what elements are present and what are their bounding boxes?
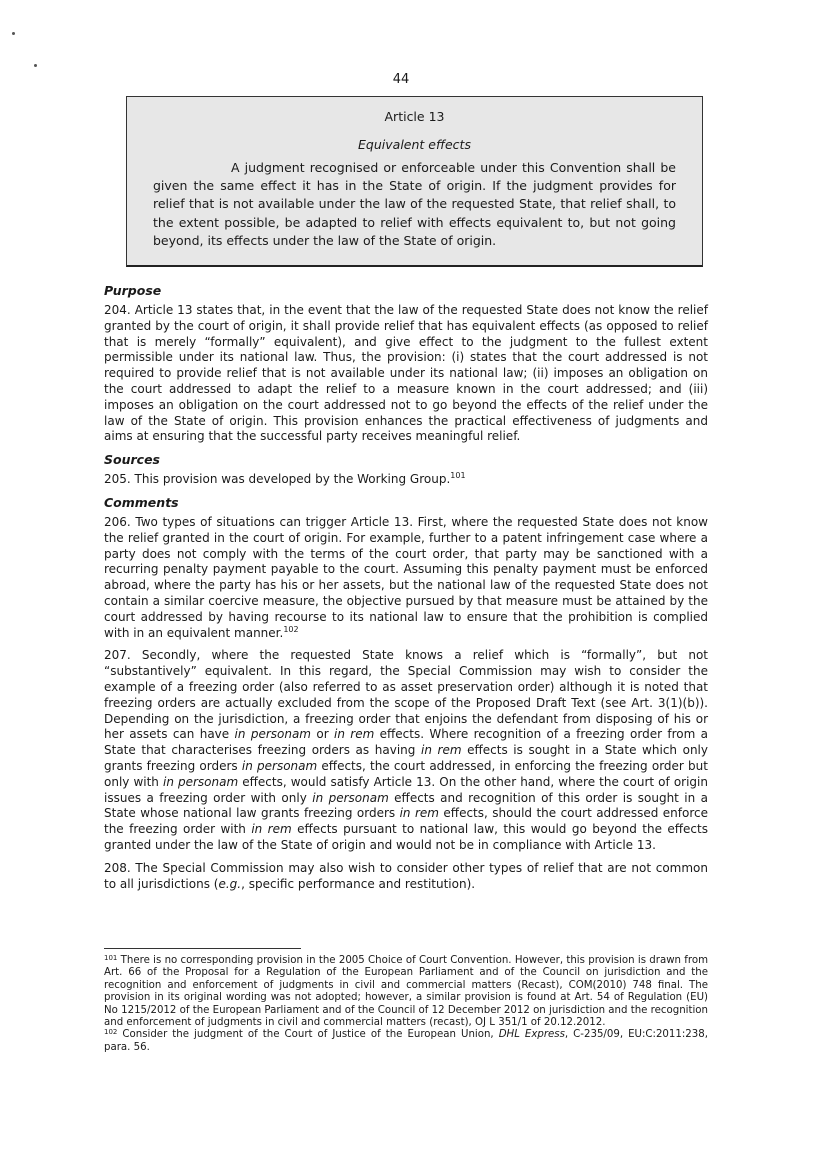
footnote-text: Consider the judgment of the Court of Justice of the European Union, [117, 1029, 499, 1041]
footnote-text: , C-235/09, EU:C:2011:238, para. 56. [104, 1029, 708, 1053]
latin-term: in personam [162, 774, 239, 789]
paragraph-204: 204. Article 13 states that, in the event that the law of the requested State does not know the relief granted by the court of origin, it shall provide relief that has equivalent effects (as opposed to relief that is merely “formally” equivalent), and give effect to the judgment to the fullest extent permissible under its national law. Thus, the provision: (i) states that the court addressed is not required to provide relief that is not available under its national law; (ii) imposes an obligation on the court addressed to adapt the relief to a measure known in the court addressed; and (iii) imposes an obligation on the court addressed not to go beyond the effects of the relief under the law of the State of origin. This provision enhances the practical effectiveness of judgments and aims at ensuring that the successful party receives meaningful relief. [104, 303, 708, 444]
text-run: , specific performance and restitution). [241, 876, 476, 891]
footnote-divider [104, 948, 301, 949]
paragraph-206-text: 206. Two types of situations can trigger Article 13. First, where the requested State does not know the relief granted in the court of origin. For example, further to a patent infringement case where a party does not comply with the terms of the court order, that party may be sanctioned with a recurring penalty payment payable to the court. Assuming this penalty payment must be enforced abroad, where the party has his or her assets, but the national law of the requested State does not contain a similar coercive measure, the objective pursued by that measure must be attained by the court addressed by having recourse to its national law to ensure that the prohibition is complied with in an equivalent manner. [104, 514, 708, 640]
footnotes [104, 955, 708, 1054]
latin-term: e.g. [218, 876, 242, 891]
paragraph-205-text: 205. This provision was developed by the Working Group. [104, 472, 451, 487]
latin-term: in personam [234, 727, 311, 742]
comments-heading: Comments [104, 494, 179, 510]
paragraph-207 [104, 648, 708, 853]
case-name: DHL Express [498, 1029, 565, 1041]
latin-term: in rem [333, 727, 375, 742]
text-run: 208. The Special Commission may also wish to consider other types of relief that are not common to all jurisdictions ( [104, 860, 708, 891]
footnote-ref-102[interactable]: 102 [283, 624, 299, 634]
latin-term: in personam [312, 790, 389, 805]
footnote-mark: 101 [104, 954, 118, 962]
paragraph-206 [104, 515, 708, 641]
text-run: effects and recognition of this order is sought in a State whose national law grants freezing orders [104, 790, 708, 821]
page-number: 44 [392, 72, 410, 87]
latin-term: in personam [241, 758, 318, 773]
latin-term: in rem [420, 743, 462, 758]
article-subtitle: Equivalent effects [358, 137, 471, 152]
footnote-ref-101[interactable]: 101 [450, 471, 466, 481]
purpose-heading: Purpose [104, 283, 162, 298]
footnote-102 [104, 1029, 708, 1054]
scan-mark [34, 64, 37, 67]
text-run: effects, the court addressed, in enforcing the freezing order but only with [104, 758, 708, 789]
text-run: 207. Secondly, where the requested State knows a relief which is “formally”, but not “substantively” equivalent. In this regard, the Special Commission may wish to consider the example of a freezing order (also referred to as asset preservation order) although it is noted that freezing orders are actually excluded from the scope of the Proposed Draft Text (see Art. 3(1)(b)). Depending on the jurisdiction, a freezing order that enjoins the defendant from disposing of his or her assets can have [104, 648, 708, 742]
text-run: effects, should the court addressed enforce the freezing order with [104, 806, 708, 837]
footnote-101 [104, 955, 708, 1029]
footnote-text: There is no corresponding provision in the 2005 Choice of Court Convention. However, this provision is drawn from Art. 66 of the Proposal for a Regulation of the European Parliament and of the Council on jurisdiction and the recognition and enforcement of judgments in civil and commercial matters (Recast), COM(2010) 748 final. The provision in its original wording was not adopted; however, a similar provision is found at Art. 54 of Regulation (EU) No 1215/2012 of the European Parliament and of the Council of 12 December 2012 on jurisdiction and the recognition and enforcement of judgments in civil and commercial matters (recast), OJ L 351/1 of 20.12.2012. [104, 955, 708, 1029]
article-title: Article 13 [384, 109, 445, 124]
sources-heading: Sources [104, 452, 160, 468]
paragraph-208 [104, 861, 708, 893]
paragraph-205 [104, 472, 708, 488]
scan-mark [12, 32, 15, 35]
article-box [126, 96, 703, 267]
text-run: effects is sought in a State which only grants freezing orders [104, 743, 708, 773]
text-run: effects, would satisfy Article 13. On the other hand, where the court of origin issues a freezing order with only [104, 774, 708, 805]
text-run: effects. Where recognition of a freezing order from a State that characterises freezing orders as having [104, 727, 708, 758]
latin-term: in rem [399, 806, 439, 821]
article-body: A judgment recognised or enforceable under this Convention shall be given the same effect it has in the State of origin. If the judgment provides for relief that is not available under the law of the requested State, that relief shall, to the extent possible, be adapted to relief with effects equivalent to, but not going beyond, its effects under the law of the State of origin. [153, 160, 676, 248]
footnote-mark: 102 [104, 1028, 118, 1037]
main-content [104, 283, 708, 899]
text-run: effects pursuant to national law, this would go beyond the effects granted under the law of the State of origin and would not be in compliance with Article 13. [104, 822, 708, 852]
text-run: or [311, 727, 334, 742]
latin-term: in rem [251, 822, 292, 837]
